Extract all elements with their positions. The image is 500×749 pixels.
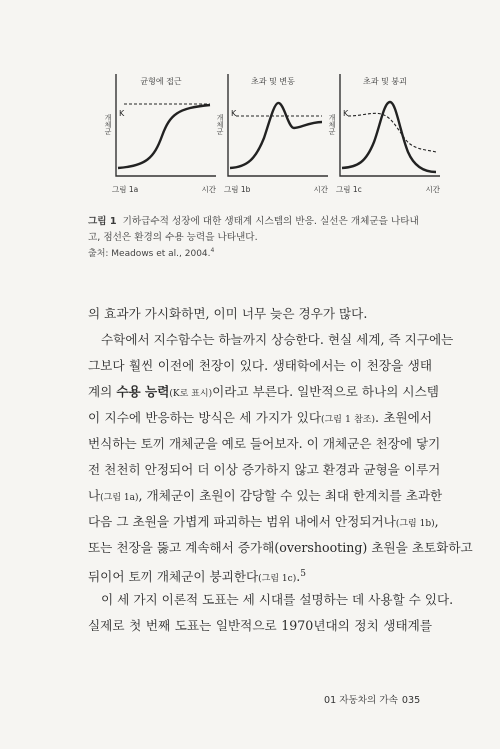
body-text-segment: 나 xyxy=(88,488,101,503)
body-text-segment: 이라고 부른다. 일반적으로 하나의 시스템 xyxy=(212,384,439,399)
x-axis-label: 시간 xyxy=(425,185,440,194)
figure-panel-1c xyxy=(330,70,440,200)
inline-note: (그림 1a) xyxy=(100,493,139,503)
k-label: K xyxy=(343,109,349,118)
figure-source xyxy=(88,246,214,259)
body-line xyxy=(88,561,432,587)
y-axis-label: 개체군 xyxy=(216,114,224,135)
body-text-segment: 뒤이어 토끼 개체군이 붕괴한다 xyxy=(88,569,259,585)
body-line: 수학에서 지수함수는 하늘까지 상승한다. 현실 세계, 즉 지구에는 xyxy=(101,332,454,347)
panel-title: 초과 및 붕괴 xyxy=(363,77,407,86)
body-line xyxy=(88,509,439,535)
x-axis-label: 시간 xyxy=(201,185,216,194)
page-footer xyxy=(324,692,420,706)
source-footnote-ref: 4 xyxy=(210,247,215,254)
page-number: 035 xyxy=(401,695,421,706)
inline-note: (그림 1b) xyxy=(395,519,435,529)
body-text-segment: 계의 xyxy=(88,384,117,399)
panel-title: 균형에 접근 xyxy=(140,77,182,86)
k-label: K xyxy=(119,109,125,118)
x-axis-label: 시간 xyxy=(313,185,328,194)
footnote-ref: 5 xyxy=(300,569,306,579)
body-text-segment: 이 지수에 반응하는 방식은 세 가지가 있다 xyxy=(88,410,321,425)
body-text-segment: . xyxy=(296,569,301,585)
chapter-title: 01 자동차의 가속 xyxy=(324,695,398,706)
figure-1a-graph xyxy=(106,70,216,200)
panel-title: 초과 및 변동 xyxy=(251,77,295,86)
figure-label: 그림 1b xyxy=(224,185,251,194)
body-line: 또는 천장을 뚫고 계속해서 증가해(overshooting) 초원을 초토화하고 xyxy=(88,540,473,555)
figure-label: 그림 1c xyxy=(336,185,362,194)
k-label: K xyxy=(231,109,237,118)
axes-1c xyxy=(340,74,440,176)
body-line: 이 세 가지 이론적 도표는 세 시대를 설명하는 데 사용할 수 있다. xyxy=(101,592,454,607)
population-curve-1a xyxy=(118,105,210,168)
y-axis-label: 개체군 xyxy=(104,114,112,135)
capacity-line-1c xyxy=(348,113,436,152)
body-line: 실제로 첫 번째 도표는 일반적으로 1970년대의 정치 생태계를 xyxy=(88,618,432,633)
body-line: 의 효과가 가시화하면, 이미 너무 늦은 경우가 많다. xyxy=(88,306,368,321)
body-text-segment: . 초원에서 xyxy=(374,410,432,425)
body-line: 전 천천히 안정되어 더 이상 증가하지 않고 환경과 균형을 이루거 xyxy=(88,462,441,477)
body-text-segment: , xyxy=(434,514,439,529)
bold-term: 수용 능력 xyxy=(116,384,170,399)
figure-1b-graph xyxy=(218,70,328,200)
source-text: 출처: Meadows et al., 2004. xyxy=(88,249,211,259)
figure-1 xyxy=(96,70,446,200)
body-line: 그보다 훨씬 이전에 천장이 있다. 생태학에서는 이 천장을 생태 xyxy=(88,358,432,373)
caption-text: 기하급수적 성장에 대한 생태계 시스템의 반응. 실선은 개체군을 나타내고, 점선은 환경의 수용 능력을 나타낸다. xyxy=(88,216,419,243)
figure-panel-1a xyxy=(106,70,216,200)
body-line xyxy=(88,405,432,431)
inline-note: (그림 1 참조) xyxy=(321,415,375,425)
population-curve-1c xyxy=(342,102,436,172)
figure-panel-1b xyxy=(218,70,328,200)
caption-figure-number: 그림 1 xyxy=(88,216,117,227)
population-curve-1b xyxy=(230,103,322,168)
body-line xyxy=(88,379,439,405)
body-text-segment: 다음 그 초원을 가볍게 파괴하는 범위 내에서 안정되거나 xyxy=(88,514,396,529)
body-line xyxy=(88,483,443,509)
figure-1c-graph xyxy=(330,70,440,200)
figure-caption xyxy=(88,214,428,246)
body-line: 번식하는 토끼 개체군을 예로 들어보자. 이 개체군은 천장에 닿기 xyxy=(88,436,441,451)
body-text xyxy=(88,301,473,639)
inline-note: (그림 1c) xyxy=(258,574,297,585)
body-text-segment: , 개체군이 초원이 감당할 수 있는 최대 한계치를 초과한 xyxy=(138,488,443,503)
y-axis-label: 개체군 xyxy=(328,114,336,135)
figure-label: 그림 1a xyxy=(112,185,139,194)
axes-1b xyxy=(228,74,328,176)
inline-note: (K로 표시) xyxy=(169,389,213,399)
